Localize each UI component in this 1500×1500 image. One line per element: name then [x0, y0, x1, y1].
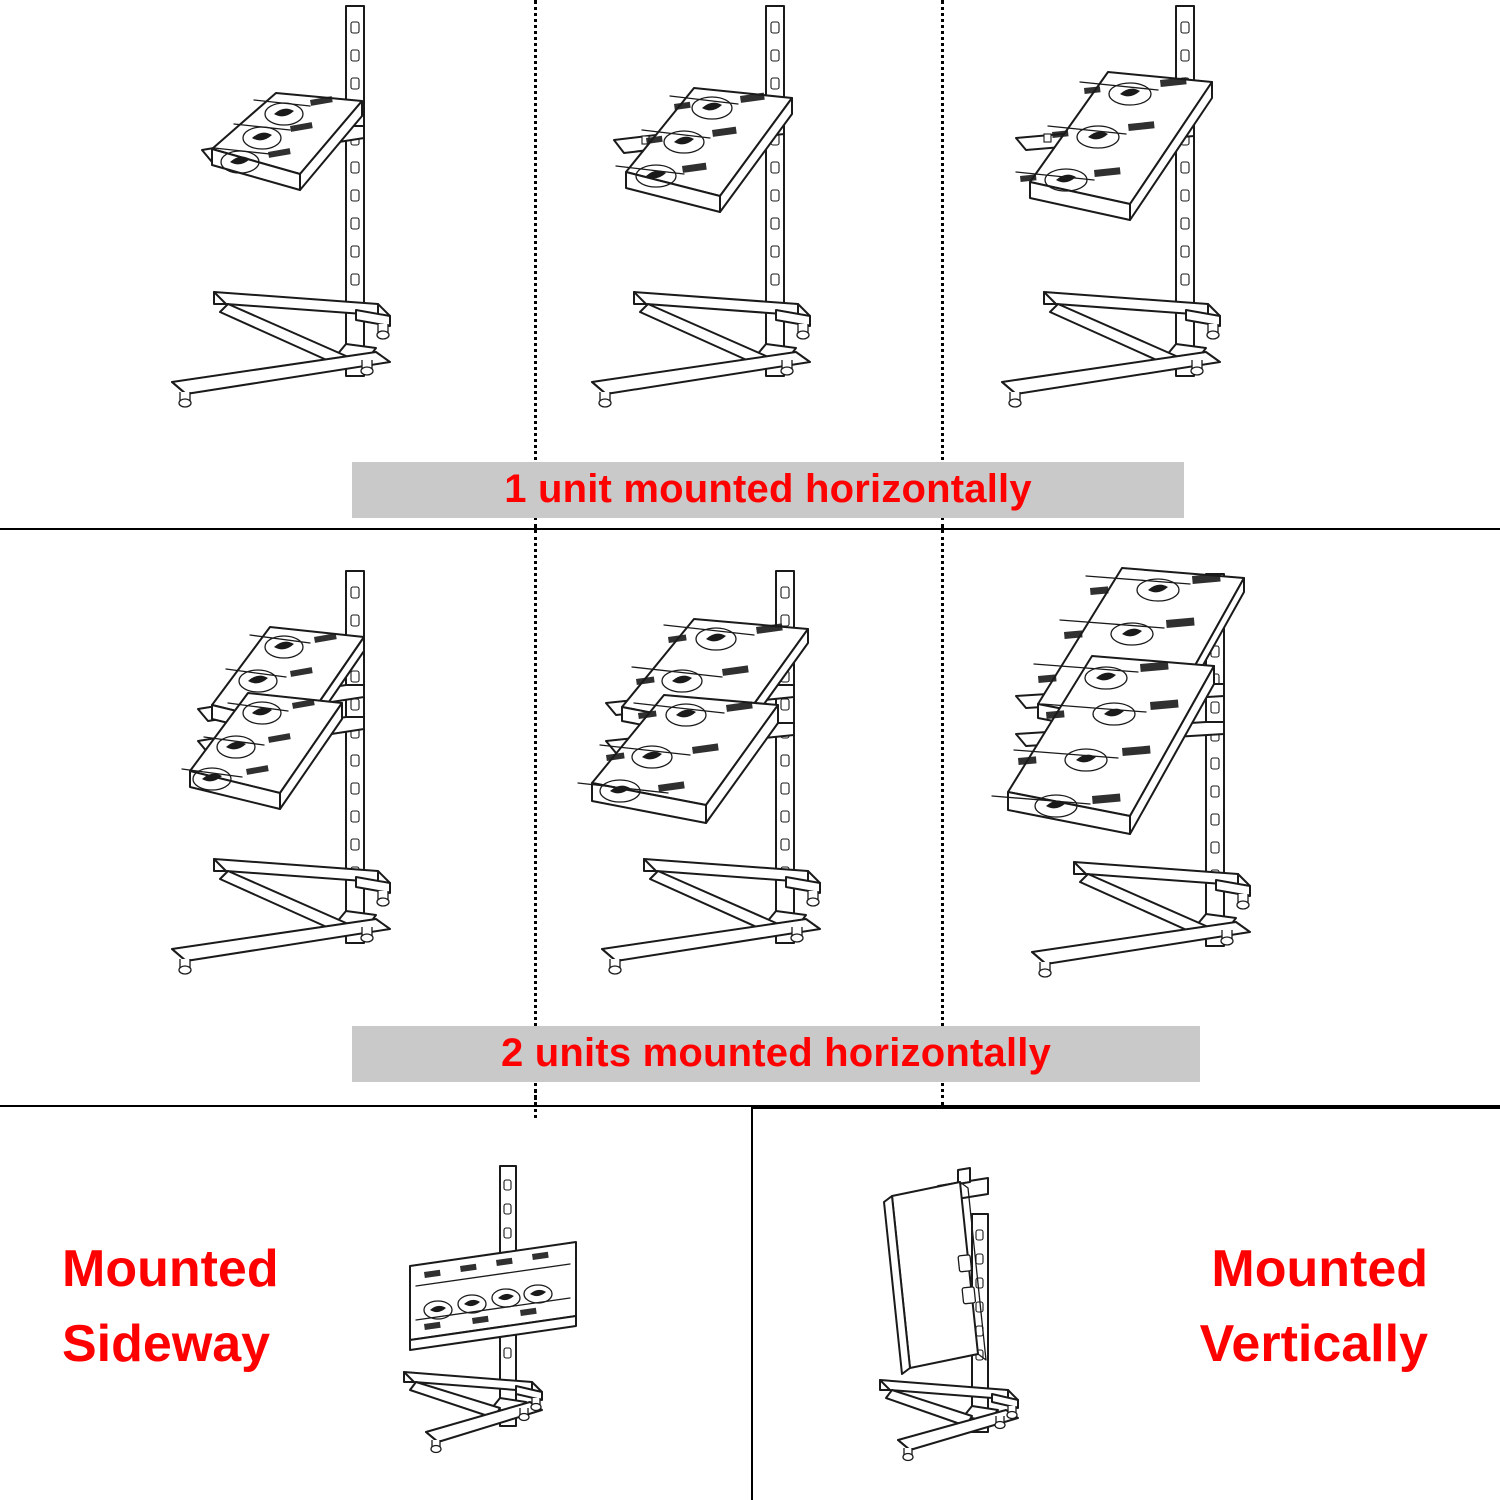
divider-stub-band3 [534, 1090, 537, 1118]
drawing-panel-vertical [838, 1148, 1138, 1468]
divider-band3-top-right [752, 1107, 1500, 1109]
drawing-panel-sideway [380, 1150, 680, 1470]
caption-one-unit: 1 unit mounted horizontally [352, 462, 1184, 518]
label-mounted-vertically-line2: Vertically [1199, 1315, 1428, 1374]
drawing-panel-1-tilt-b [570, 4, 950, 414]
label-mounted-vertically [1200, 1232, 1428, 1383]
label-mounted-sideway [62, 1232, 279, 1383]
label-mounted-sideway-line2: Sideway [62, 1315, 271, 1374]
drawing-panel-2-tilt-b [570, 555, 960, 995]
label-mounted-vertically-line1: Mounted [1211, 1240, 1428, 1298]
divider-col1-col2-band2 [534, 530, 537, 1105]
label-mounted-sideway-line1: Mounted [62, 1240, 279, 1298]
drawing-panel-2-tilt-c [990, 548, 1390, 998]
drawing-panel-1-tilt-c [980, 4, 1360, 414]
divider-band1-band2 [0, 528, 1500, 530]
divider-sideway-vertical [751, 1107, 753, 1500]
drawing-panel-2-tilt-a [150, 555, 530, 995]
caption-two-units: 2 units mounted horizontally [352, 1026, 1200, 1082]
drawing-panel-1-tilt-a [150, 4, 530, 414]
divider-col1-col2-band1 [534, 0, 537, 528]
